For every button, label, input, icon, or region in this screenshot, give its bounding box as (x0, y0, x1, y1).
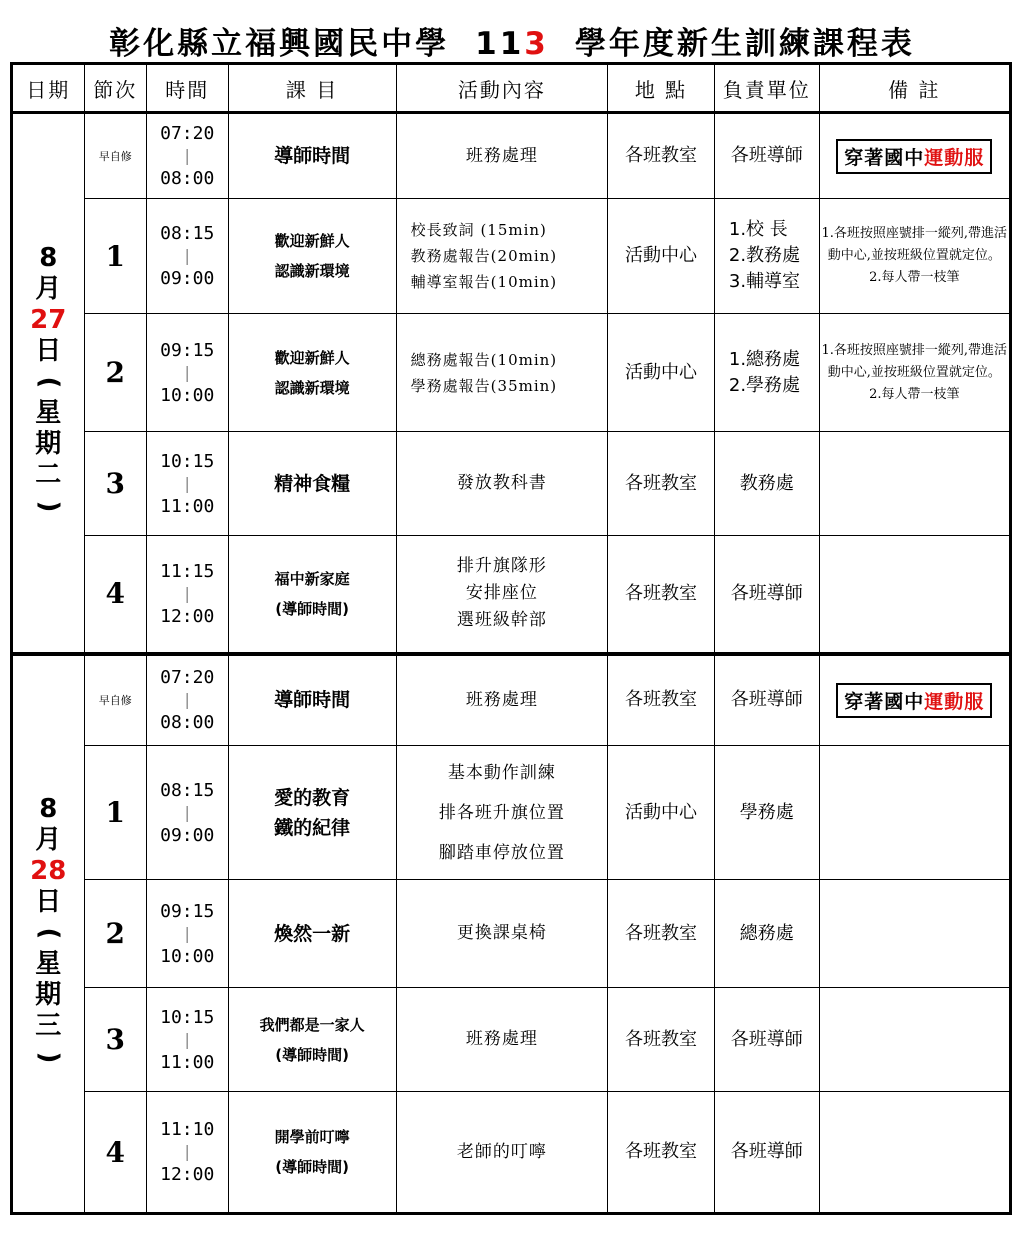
date-paren-open: ( (33, 376, 64, 389)
dress-badge-highlight: 運動服 (924, 146, 985, 169)
table-row (12, 432, 1011, 536)
activity-line: 排升旗隊形 (456, 556, 547, 577)
notes-cell (819, 1092, 1010, 1214)
header-place: 地 點 (608, 64, 715, 113)
subject-cell (228, 1092, 396, 1214)
unit-line: 1.總務處 (728, 348, 801, 370)
activity-cell (396, 988, 607, 1092)
unit-line: 3.輔導室 (728, 271, 801, 292)
period-cell: 早自修 (84, 654, 146, 746)
subject-cell (228, 314, 396, 432)
unit-cell (714, 1092, 819, 1214)
notes-cell (819, 988, 1010, 1092)
header-notes: 備 註 (819, 64, 1010, 113)
time-start: 08:15 (160, 779, 215, 801)
title-suffix: 學年度新生訓練課程表 (574, 26, 915, 62)
time-start: 10:15 (160, 450, 215, 472)
date-day-char: 日 (35, 887, 62, 918)
notes-cell (819, 199, 1010, 314)
time-cell (146, 113, 228, 199)
time-end: 10:00 (160, 945, 215, 967)
table-row (12, 314, 1011, 432)
table-row (12, 654, 1011, 746)
unit-line: 教務處 (739, 472, 794, 494)
unit-cell (714, 432, 819, 536)
activity-line: 更換課桌椅 (456, 923, 547, 943)
table-row (12, 536, 1011, 654)
unit-cell (714, 746, 819, 880)
note-line: 2.每人帶一枝筆 (869, 270, 960, 285)
time-cell (146, 199, 228, 314)
time-separator: | (182, 1142, 193, 1161)
activity-line: 總務處報告(10min) (410, 350, 558, 369)
schedule-table (10, 62, 1012, 1215)
activity-line: 班務處理 (465, 689, 538, 710)
date-day: 28 (30, 856, 67, 887)
date-paren-close: ) (33, 500, 64, 513)
subject-line: (導師時間) (275, 1158, 349, 1176)
activity-cell (396, 113, 607, 199)
time-cell (146, 880, 228, 988)
time-start: 11:10 (160, 1119, 215, 1140)
subject-cell (228, 432, 396, 536)
time-end: 09:00 (160, 824, 215, 846)
note-line: 1.各班按照座號排一縱列,帶進活動中心,並按班級位置就定位。 (821, 342, 1008, 380)
time-cell (146, 432, 228, 536)
time-separator: | (182, 802, 193, 822)
place-cell: 活動中心 (608, 746, 715, 880)
notes-cell (819, 113, 1010, 199)
notes-cell (819, 654, 1010, 746)
subject-line: 精神食糧 (274, 472, 351, 495)
activity-line: 選班級幹部 (456, 610, 547, 631)
date-day-char: 日 (35, 336, 62, 367)
period-cell: 2 (84, 314, 146, 432)
header-subject: 課 目 (228, 64, 396, 113)
activity-cell (396, 199, 607, 314)
activity-cell (396, 536, 607, 654)
unit-line: 各班導師 (730, 582, 803, 604)
table-row (12, 199, 1011, 314)
unit-line: 各班導師 (730, 1028, 803, 1050)
subject-cell (228, 654, 396, 746)
notes-cell (819, 432, 1010, 536)
time-separator: | (182, 583, 193, 603)
time-end: 10:00 (160, 384, 215, 406)
header-activity: 活動內容 (396, 64, 607, 113)
date-day: 27 (30, 305, 67, 336)
time-cell (146, 1092, 228, 1214)
activity-cell (396, 654, 607, 746)
period-cell: 4 (84, 536, 146, 654)
place-cell: 活動中心 (608, 314, 715, 432)
activity-line: 安排座位 (465, 583, 538, 604)
header-date: 日期 (12, 64, 85, 113)
unit-cell (714, 988, 819, 1092)
time-separator: | (182, 923, 193, 943)
subject-cell (228, 746, 396, 880)
table-row (12, 988, 1011, 1092)
time-cell (146, 746, 228, 880)
header-period: 節次 (84, 64, 146, 113)
subject-line: 認識新環境 (274, 378, 350, 397)
activity-line: 腳踏車停放位置 (438, 842, 565, 863)
time-end: 12:00 (160, 1164, 215, 1185)
unit-cell (714, 536, 819, 654)
time-start: 07:20 (160, 667, 215, 689)
unit-line: 總務處 (739, 922, 794, 944)
header-row (12, 64, 1011, 113)
subject-cell (228, 988, 396, 1092)
period-cell: 2 (84, 880, 146, 988)
dress-badge-prefix: 穿著國中 (844, 690, 925, 713)
time-start: 09:15 (160, 900, 215, 922)
dress-badge (836, 683, 992, 718)
time-separator: | (182, 473, 193, 493)
date-cell-day1 (12, 113, 85, 654)
time-separator: | (182, 362, 193, 382)
unit-cell (714, 113, 819, 199)
subject-line: 煥然一新 (274, 922, 351, 945)
activity-line: 發放教科書 (456, 473, 547, 493)
unit-cell (714, 314, 819, 432)
subject-line: 導師時間 (274, 145, 351, 167)
header-time: 時間 (146, 64, 228, 113)
subject-cell (228, 880, 396, 988)
unit-cell (714, 654, 819, 746)
date-month: 8 (39, 243, 58, 274)
period-cell: 1 (84, 746, 146, 880)
notes-cell (819, 746, 1010, 880)
time-end: 09:00 (160, 268, 215, 289)
table-row (12, 880, 1011, 988)
subject-line: 愛的教育 (274, 786, 351, 809)
time-end: 08:00 (160, 712, 215, 734)
date-cell-day2 (12, 654, 85, 1214)
activity-cell (396, 432, 607, 536)
subject-line: (導師時間) (275, 599, 349, 618)
title-year-b: 3 (524, 26, 549, 62)
period-cell: 3 (84, 988, 146, 1092)
subject-line: 我們都是一家人 (259, 1015, 365, 1034)
subject-line: 認識新環境 (274, 262, 350, 280)
unit-line: 各班導師 (730, 145, 803, 166)
place-cell: 活動中心 (608, 199, 715, 314)
unit-line: 學務處 (739, 801, 794, 823)
period-cell: 4 (84, 1092, 146, 1214)
date-paren-close: ) (33, 1051, 64, 1064)
dress-badge-prefix: 穿著國中 (844, 146, 925, 169)
title-school: 彰化縣立福興國民中學 (109, 26, 450, 62)
notes-cell (819, 314, 1010, 432)
date-month-char: 月 (35, 825, 62, 856)
time-end: 11:00 (160, 1051, 215, 1073)
date-month-char: 月 (35, 274, 62, 305)
activity-line: 基本動作訓練 (447, 762, 556, 783)
time-start: 11:15 (160, 560, 215, 582)
time-start: 07:20 (160, 123, 215, 144)
time-end: 12:00 (160, 605, 215, 627)
place-cell: 各班教室 (608, 880, 715, 988)
time-separator: | (182, 1029, 193, 1049)
period-cell: 3 (84, 432, 146, 536)
activity-cell (396, 746, 607, 880)
place-cell: 各班教室 (608, 536, 715, 654)
period-cell: 1 (84, 199, 146, 314)
subject-cell (228, 536, 396, 654)
activity-line: 校長致詞 (15min) (410, 221, 547, 239)
unit-line: 2.教務處 (728, 245, 801, 266)
time-separator: | (182, 146, 193, 165)
place-cell: 各班教室 (608, 654, 715, 746)
header-unit: 負責單位 (714, 64, 819, 113)
table-row (12, 746, 1011, 880)
subject-line: 鐵的紀律 (274, 816, 351, 839)
activity-cell (396, 880, 607, 988)
activity-line: 班務處理 (465, 1029, 538, 1049)
table-row (12, 113, 1011, 199)
date-paren-open: ( (33, 927, 64, 940)
unit-line: 1.校 長 (728, 219, 788, 240)
notes-cell (819, 880, 1010, 988)
subject-line: (導師時間) (275, 1045, 349, 1064)
activity-line: 輔導室報告(10min) (410, 273, 558, 291)
activity-cell (396, 314, 607, 432)
activity-line: 老師的叮嚀 (456, 1141, 547, 1162)
subject-line: 歡迎新鮮人 (274, 232, 350, 250)
time-end: 08:00 (160, 168, 215, 189)
time-separator: | (182, 246, 193, 265)
date-weekday: 星期二 (35, 398, 62, 491)
subject-cell (228, 199, 396, 314)
unit-cell (714, 880, 819, 988)
activity-line: 排各班升旗位置 (438, 802, 565, 823)
date-month: 8 (39, 794, 58, 825)
time-separator: | (182, 690, 193, 710)
title-year-a: 11 (475, 26, 525, 62)
period-cell: 早自修 (84, 113, 146, 199)
time-cell (146, 314, 228, 432)
page-title (0, 18, 1024, 63)
time-start: 09:15 (160, 339, 215, 361)
place-cell: 各班教室 (608, 432, 715, 536)
subject-cell (228, 113, 396, 199)
table-row (12, 1092, 1011, 1214)
dress-badge (836, 139, 992, 174)
time-start: 08:15 (160, 223, 215, 244)
place-cell: 各班教室 (608, 988, 715, 1092)
activity-cell (396, 1092, 607, 1214)
subject-line: 歡迎新鮮人 (274, 348, 350, 367)
time-cell (146, 654, 228, 746)
time-cell (146, 536, 228, 654)
activity-line: 班務處理 (465, 145, 538, 166)
activity-line: 教務處報告(20min) (410, 247, 558, 265)
time-cell (146, 988, 228, 1092)
activity-line: 學務處報告(35min) (410, 376, 558, 395)
unit-cell (714, 199, 819, 314)
place-cell: 各班教室 (608, 113, 715, 199)
unit-line: 各班導師 (730, 689, 803, 711)
unit-line: 各班導師 (730, 1141, 803, 1162)
dress-badge-highlight: 運動服 (924, 690, 985, 713)
notes-cell (819, 536, 1010, 654)
unit-line: 2.學務處 (728, 374, 801, 396)
subject-line: 導師時間 (274, 689, 351, 712)
place-cell: 各班教室 (608, 1092, 715, 1214)
subject-line: 福中新家庭 (274, 569, 350, 588)
note-line: 1.各班按照座號排一縱列,帶進活動中心,並按班級位置就定位。 (821, 226, 1008, 263)
time-start: 10:15 (160, 1006, 215, 1028)
time-end: 11:00 (160, 495, 215, 517)
subject-line: 開學前叮嚀 (274, 1128, 350, 1146)
date-weekday: 星期三 (35, 949, 62, 1042)
note-line: 2.每人帶一枝筆 (869, 386, 960, 402)
